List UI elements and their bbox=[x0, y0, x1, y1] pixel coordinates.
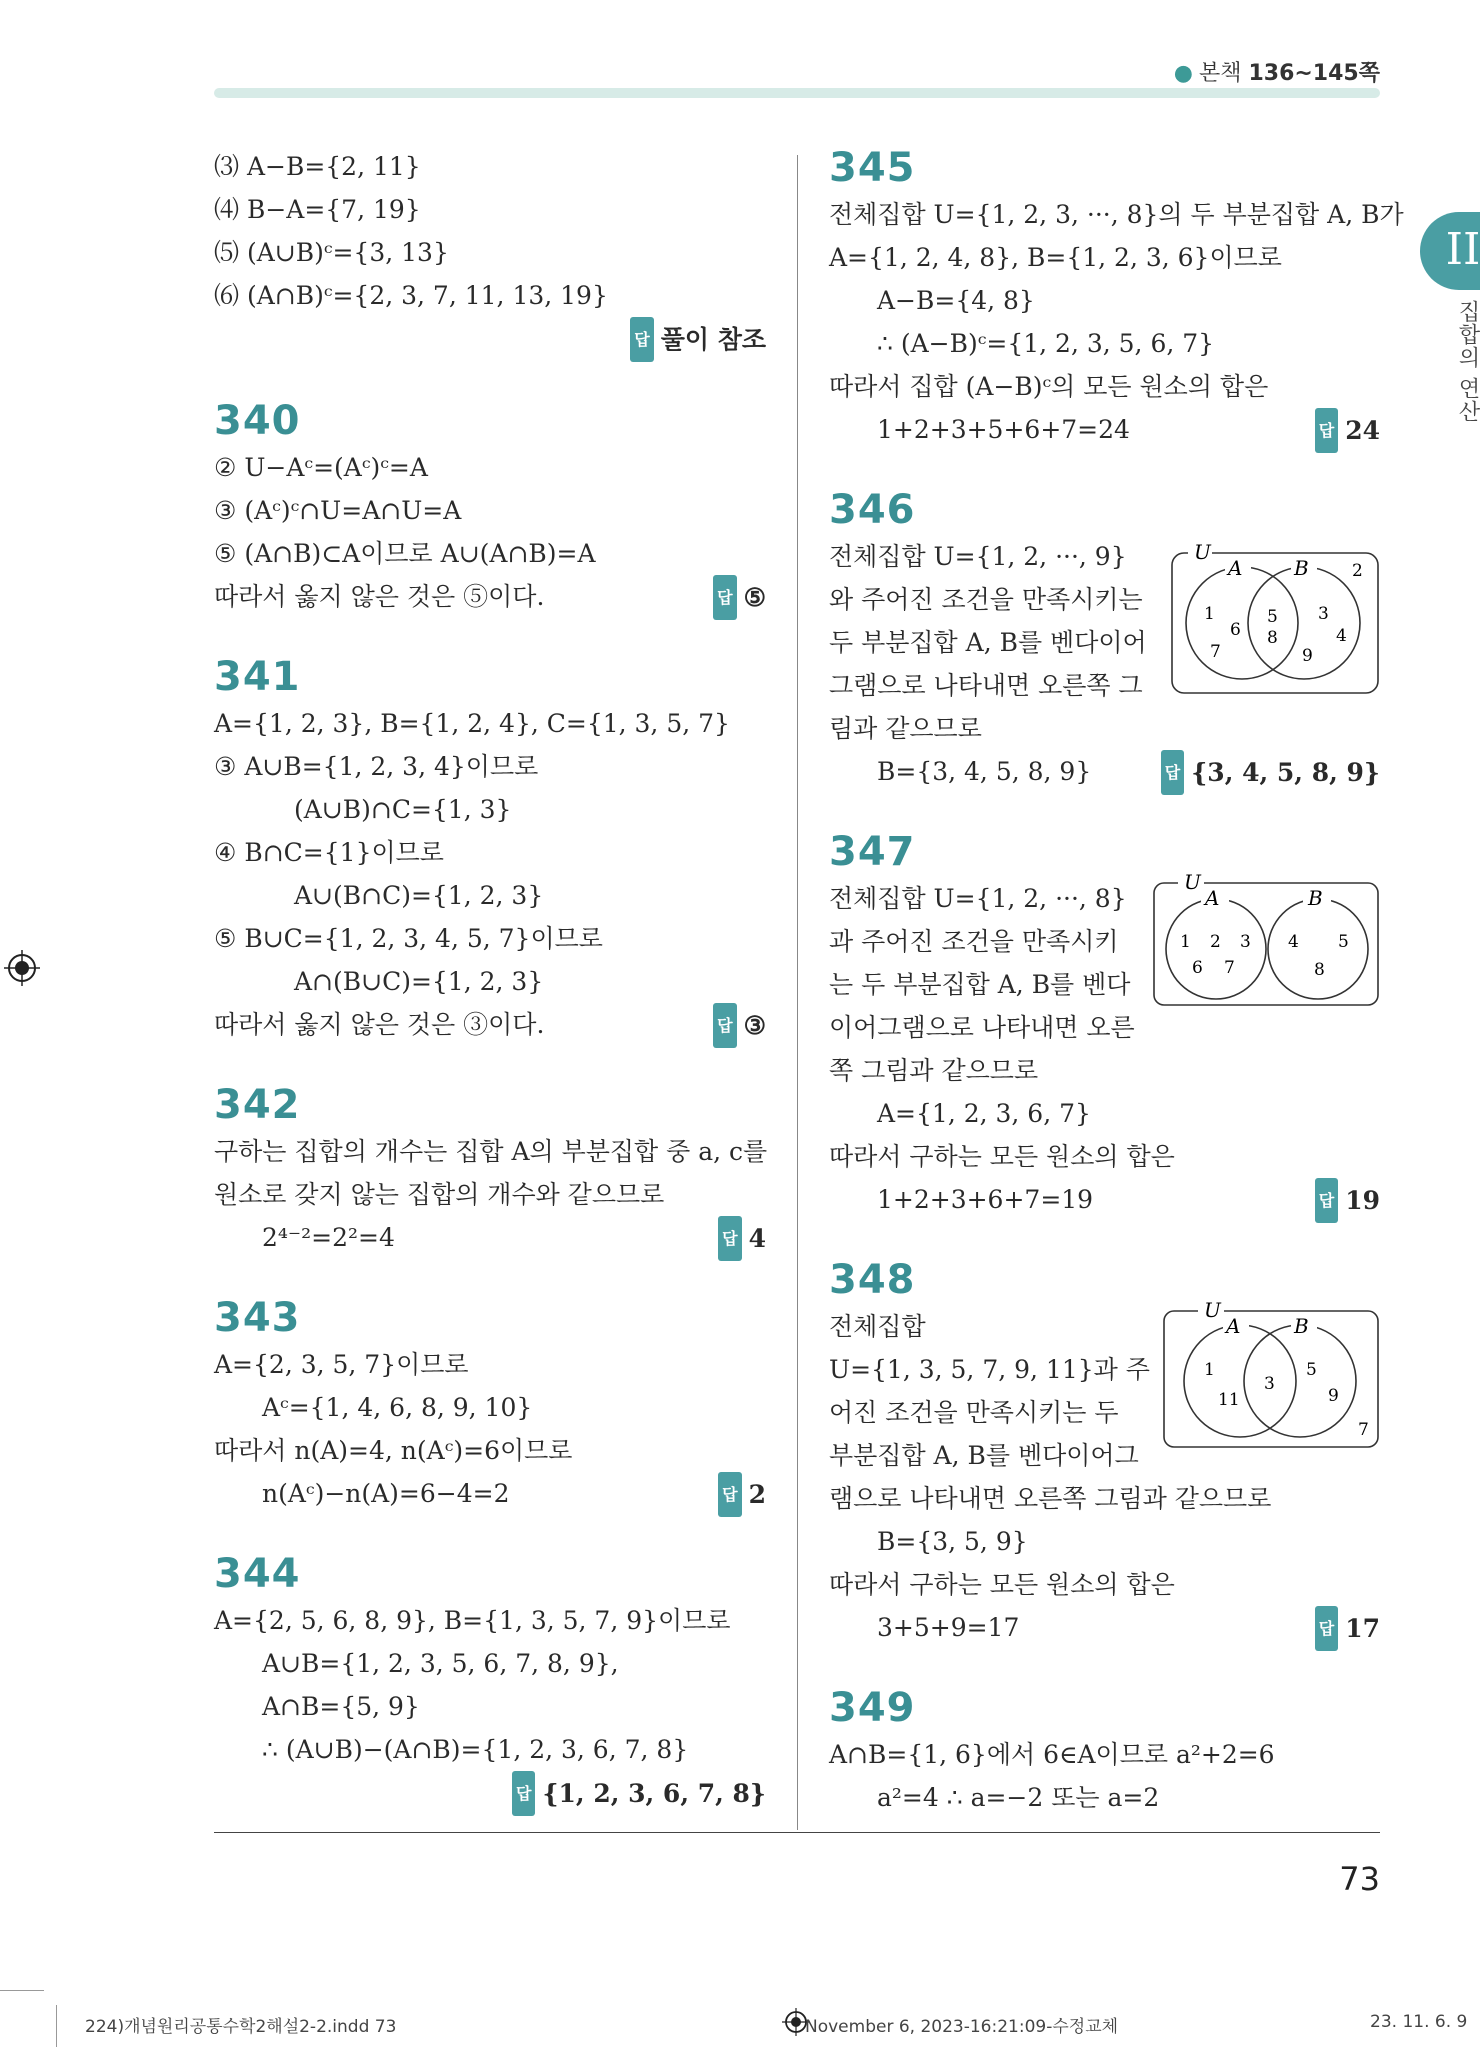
ref-pages: 136~145쪽 bbox=[1248, 61, 1380, 86]
registration-mark-icon bbox=[4, 950, 40, 986]
problem-number: 347 bbox=[829, 829, 916, 875]
solution-line: 부분집합 A, B를 벤다이어그 bbox=[829, 1441, 1139, 1470]
answer bbox=[713, 1003, 766, 1048]
answer-value: {1, 2, 3, 6, 7, 8} bbox=[542, 1779, 766, 1808]
problem-number: 343 bbox=[214, 1295, 301, 1341]
venn-element: 7 bbox=[1224, 958, 1235, 978]
solution-line: A={1, 2, 3}, B={1, 2, 4}, C={1, 3, 5, 7} bbox=[214, 709, 730, 738]
venn-element: 7 bbox=[1210, 642, 1221, 662]
solution-line: 그램으로 나타내면 오른쪽 그 bbox=[829, 671, 1143, 700]
set-a-label: A bbox=[1226, 1314, 1241, 1338]
solution-line: Aᶜ={1, 4, 6, 8, 9, 10} bbox=[262, 1393, 533, 1422]
answer-value: 2 bbox=[748, 1480, 766, 1509]
solution-line: ② U−Aᶜ=(Aᶜ)ᶜ=A bbox=[214, 453, 428, 482]
venn-element: 4 bbox=[1288, 932, 1299, 952]
set-b-label: B bbox=[1308, 886, 1323, 910]
set-a-label: A bbox=[1205, 886, 1220, 910]
left-column bbox=[214, 145, 766, 1852]
solution-line: 따라서 구하는 모든 원소의 합은 bbox=[829, 1142, 1175, 1171]
problem-number: 348 bbox=[829, 1257, 916, 1303]
problem-348 bbox=[829, 1257, 1380, 1649]
bullet-dot-icon: ● bbox=[1173, 61, 1193, 86]
solution-line: B={3, 5, 9} bbox=[877, 1527, 1028, 1556]
venn-element: 5 bbox=[1338, 932, 1349, 952]
solution-line bbox=[214, 575, 766, 618]
venn-element: 4 bbox=[1336, 626, 1347, 646]
answer-value: 4 bbox=[748, 1224, 766, 1253]
solution-line: 구하는 집합의 개수는 집합 A의 부분집합 중 a, c를 bbox=[214, 1137, 768, 1166]
venn-element: 1 bbox=[1204, 604, 1215, 624]
solution-text: 3+5+9=17 bbox=[877, 1613, 1020, 1642]
venn-element: 2 bbox=[1352, 561, 1363, 581]
answer bbox=[214, 1771, 766, 1816]
answer bbox=[1315, 408, 1380, 453]
bottom-rule bbox=[214, 1832, 1380, 1833]
answer-value: ③ bbox=[743, 1011, 766, 1040]
footer-date: 23. 11. 6. 9 bbox=[1370, 2012, 1468, 2032]
solution-line bbox=[214, 1216, 766, 1259]
solution-line: A∩B={5, 9} bbox=[262, 1692, 420, 1721]
answer-value: ⑤ bbox=[743, 583, 766, 612]
ref-label: 본책 bbox=[1198, 61, 1242, 86]
answer-value: 풀이 참조 bbox=[660, 325, 766, 354]
problem-number: 346 bbox=[829, 487, 916, 533]
solution-line: 램으로 나타내면 오른쪽 그림과 같으므로 bbox=[829, 1484, 1272, 1513]
solution-line: A∩B={1, 6}에서 6∈A이므로 a²+2=6 bbox=[829, 1740, 1275, 1769]
solution-line: A={2, 5, 6, 8, 9}, B={1, 3, 5, 7, 9}이므로 bbox=[214, 1606, 731, 1635]
answer-badge: 답 bbox=[630, 317, 653, 362]
venn-element: 3 bbox=[1264, 1374, 1275, 1394]
footer-timestamp: November 6, 2023-16:21:09-수정교체 bbox=[805, 2017, 1119, 2037]
right-column bbox=[829, 145, 1404, 1855]
page-number: 73 bbox=[1339, 1860, 1380, 1898]
set-b-label: B bbox=[1294, 1314, 1309, 1338]
solution-line: (A∪B)∩C={1, 3} bbox=[294, 795, 512, 824]
venn-element: 8 bbox=[1314, 960, 1325, 980]
solution-line: ③ (Aᶜ)ᶜ∩U=A∩U=A bbox=[214, 496, 462, 525]
answer-badge: 답 bbox=[718, 1472, 741, 1517]
solution-line: 전체집합 U={1, 2, 3, ···, 8}의 두 부분집합 A, B가 bbox=[829, 200, 1404, 229]
crop-mark bbox=[0, 1990, 44, 1991]
problem-number: 345 bbox=[829, 145, 916, 191]
solution-line: ③ A∪B={1, 2, 3, 4}이므로 bbox=[214, 752, 539, 781]
solution-line: ∴ (A−B)ᶜ={1, 2, 3, 5, 6, 7} bbox=[877, 329, 1215, 358]
problem-340 bbox=[214, 398, 766, 618]
solution-line: 두 부분집합 A, B를 벤다이어 bbox=[829, 628, 1147, 657]
venn-element: 9 bbox=[1328, 1386, 1339, 1406]
solution-line bbox=[829, 1178, 1380, 1221]
problem-number: 349 bbox=[829, 1685, 916, 1731]
solution-text: 따라서 옳지 않은 것은 ⑤이다. bbox=[214, 582, 545, 611]
venn-element: 6 bbox=[1192, 958, 1203, 978]
venn-element: 3 bbox=[1318, 604, 1329, 624]
solution-line bbox=[214, 1003, 766, 1046]
set-a-label: A bbox=[1228, 556, 1243, 580]
problem-number: 342 bbox=[214, 1082, 301, 1128]
problem-344 bbox=[214, 1551, 766, 1816]
universal-set-label: U bbox=[1204, 1298, 1221, 1322]
column-divider bbox=[797, 155, 798, 1830]
answer-badge: 답 bbox=[713, 575, 736, 620]
chapter-numeral: II bbox=[1445, 224, 1480, 275]
venn-element: 8 bbox=[1267, 628, 1278, 648]
problem-339-continued bbox=[214, 145, 766, 362]
answer-value: {3, 4, 5, 8, 9} bbox=[1191, 758, 1380, 787]
problem-346 bbox=[829, 487, 1380, 793]
venn-element: 2 bbox=[1210, 932, 1221, 952]
solution-line: A={1, 2, 4, 8}, B={1, 2, 3, 6}이므로 bbox=[829, 243, 1282, 272]
universal-set-label: U bbox=[1184, 870, 1201, 894]
solution-line: 전체집합 bbox=[829, 1312, 926, 1341]
solution-line: A={1, 2, 3, 6, 7} bbox=[877, 1099, 1091, 1128]
solution-line: 따라서 구하는 모든 원소의 합은 bbox=[829, 1570, 1175, 1599]
header-bar bbox=[214, 88, 1380, 98]
solution-line: a²=4 ∴ a=−2 또는 a=2 bbox=[877, 1783, 1160, 1812]
answer-badge: 답 bbox=[1161, 750, 1184, 795]
header-page-reference bbox=[1174, 56, 1380, 87]
solution-line: ⑸ (A∪B)ᶜ={3, 13} bbox=[214, 238, 449, 267]
answer-badge: 답 bbox=[1315, 408, 1338, 453]
solution-text: B={3, 4, 5, 8, 9} bbox=[877, 757, 1092, 786]
problem-343 bbox=[214, 1295, 766, 1515]
answer-badge: 답 bbox=[1315, 1606, 1338, 1651]
footer-file: 224)개념원리공통수학2해설2-2.indd 73 bbox=[85, 2017, 397, 2037]
venn-element: 1 bbox=[1204, 1360, 1215, 1380]
answer bbox=[214, 317, 766, 362]
solution-line: ⑶ A−B={2, 11} bbox=[214, 152, 421, 181]
solution-line: A∩(B∪C)={1, 2, 3} bbox=[294, 967, 544, 996]
solution-line: 림과 같으므로 bbox=[829, 714, 982, 743]
solution-line: A={2, 3, 5, 7}이므로 bbox=[214, 1350, 469, 1379]
answer-value: 24 bbox=[1345, 416, 1380, 445]
problem-345 bbox=[829, 145, 1404, 451]
answer bbox=[713, 575, 766, 620]
answer bbox=[1315, 1178, 1380, 1223]
solution-line: 이어그램으로 나타내면 오른 bbox=[829, 1013, 1135, 1042]
solution-line: 전체집합 U={1, 2, ···, 8} bbox=[829, 884, 1127, 913]
solution-line: ⑹ (A∩B)ᶜ={2, 3, 7, 11, 13, 19} bbox=[214, 281, 608, 310]
solution-line: ④ B∩C={1}이므로 bbox=[214, 838, 444, 867]
problem-number: 341 bbox=[214, 654, 301, 700]
solution-line bbox=[829, 408, 1380, 451]
venn-element: 7 bbox=[1358, 1420, 1369, 1440]
solution-line: 원소로 갖지 않는 집합의 개수와 같으므로 bbox=[214, 1180, 665, 1209]
venn-element: 3 bbox=[1240, 932, 1251, 952]
solution-line bbox=[214, 1472, 766, 1515]
solution-line: 와 주어진 조건을 만족시키는 bbox=[829, 585, 1143, 614]
solution-line: A∪(B∩C)={1, 2, 3} bbox=[294, 881, 544, 910]
answer-badge: 답 bbox=[718, 1216, 741, 1261]
solution-line: 쪽 그림과 같으므로 bbox=[829, 1056, 1039, 1085]
solution-line: ⑤ B∪C={1, 2, 3, 4, 5, 7}이므로 bbox=[214, 924, 603, 953]
problem-342 bbox=[214, 1082, 766, 1259]
answer-badge: 답 bbox=[512, 1771, 535, 1816]
problem-349 bbox=[829, 1685, 1380, 1819]
solution-line: U={1, 3, 5, 7, 9, 11}과 주 bbox=[829, 1355, 1150, 1384]
solution-line: 따라서 집합 (A−B)ᶜ의 모든 원소의 합은 bbox=[829, 372, 1269, 401]
venn-element: 1 bbox=[1180, 932, 1191, 952]
chapter-title: 집합의 연산 bbox=[1455, 300, 1480, 423]
venn-element: 5 bbox=[1306, 1360, 1317, 1380]
solution-line: 전체집합 U={1, 2, ···, 9} bbox=[829, 542, 1127, 571]
venn-element: 11 bbox=[1218, 1390, 1240, 1410]
solution-line: ⑷ B−A={7, 19} bbox=[214, 195, 421, 224]
answer-badge: 답 bbox=[1315, 1178, 1338, 1223]
venn-element: 9 bbox=[1302, 646, 1313, 666]
answer-badge: 답 bbox=[713, 1003, 736, 1048]
answer bbox=[1315, 1606, 1380, 1651]
solution-text: n(Aᶜ)−n(A)=6−4=2 bbox=[262, 1479, 510, 1508]
solution-line: 어진 조건을 만족시키는 두 bbox=[829, 1398, 1119, 1427]
solution-line bbox=[829, 750, 1380, 793]
solution-line: 과 주어진 조건을 만족시키 bbox=[829, 927, 1119, 956]
solution-line: 따라서 n(A)=4, n(Aᶜ)=6이므로 bbox=[214, 1436, 573, 1465]
problem-347 bbox=[829, 829, 1380, 1221]
solution-line: 는 두 부분집합 A, B를 벤다 bbox=[829, 970, 1131, 999]
venn-element: 6 bbox=[1230, 620, 1241, 640]
solution-line bbox=[829, 1606, 1380, 1649]
crop-mark bbox=[56, 2005, 57, 2047]
answer bbox=[718, 1216, 766, 1261]
solution-line: A∪B={1, 2, 3, 5, 6, 7, 8, 9}, bbox=[262, 1649, 619, 1678]
solution-line: ∴ (A∪B)−(A∩B)={1, 2, 3, 6, 7, 8} bbox=[262, 1735, 689, 1764]
solution-line: ⑤ (A∩B)⊂A이므로 A∪(A∩B)=A bbox=[214, 539, 596, 568]
set-b-label: B bbox=[1294, 556, 1309, 580]
solution-text: 1+2+3+5+6+7=24 bbox=[877, 415, 1130, 444]
problem-341 bbox=[214, 654, 766, 1046]
problem-number: 344 bbox=[214, 1551, 301, 1597]
universal-set-label: U bbox=[1194, 540, 1211, 564]
solution-text: 따라서 옳지 않은 것은 ③이다. bbox=[214, 1010, 545, 1039]
venn-element: 5 bbox=[1267, 607, 1278, 627]
answer bbox=[1161, 750, 1380, 795]
problem-number: 340 bbox=[214, 398, 301, 444]
solution-text: 1+2+3+6+7=19 bbox=[877, 1185, 1094, 1214]
solution-line: A−B={4, 8} bbox=[877, 286, 1035, 315]
answer bbox=[718, 1472, 766, 1517]
solution-text: 2⁴⁻²=2²=4 bbox=[262, 1223, 395, 1252]
answer-value: 19 bbox=[1345, 1186, 1380, 1215]
answer-value: 17 bbox=[1345, 1614, 1380, 1643]
